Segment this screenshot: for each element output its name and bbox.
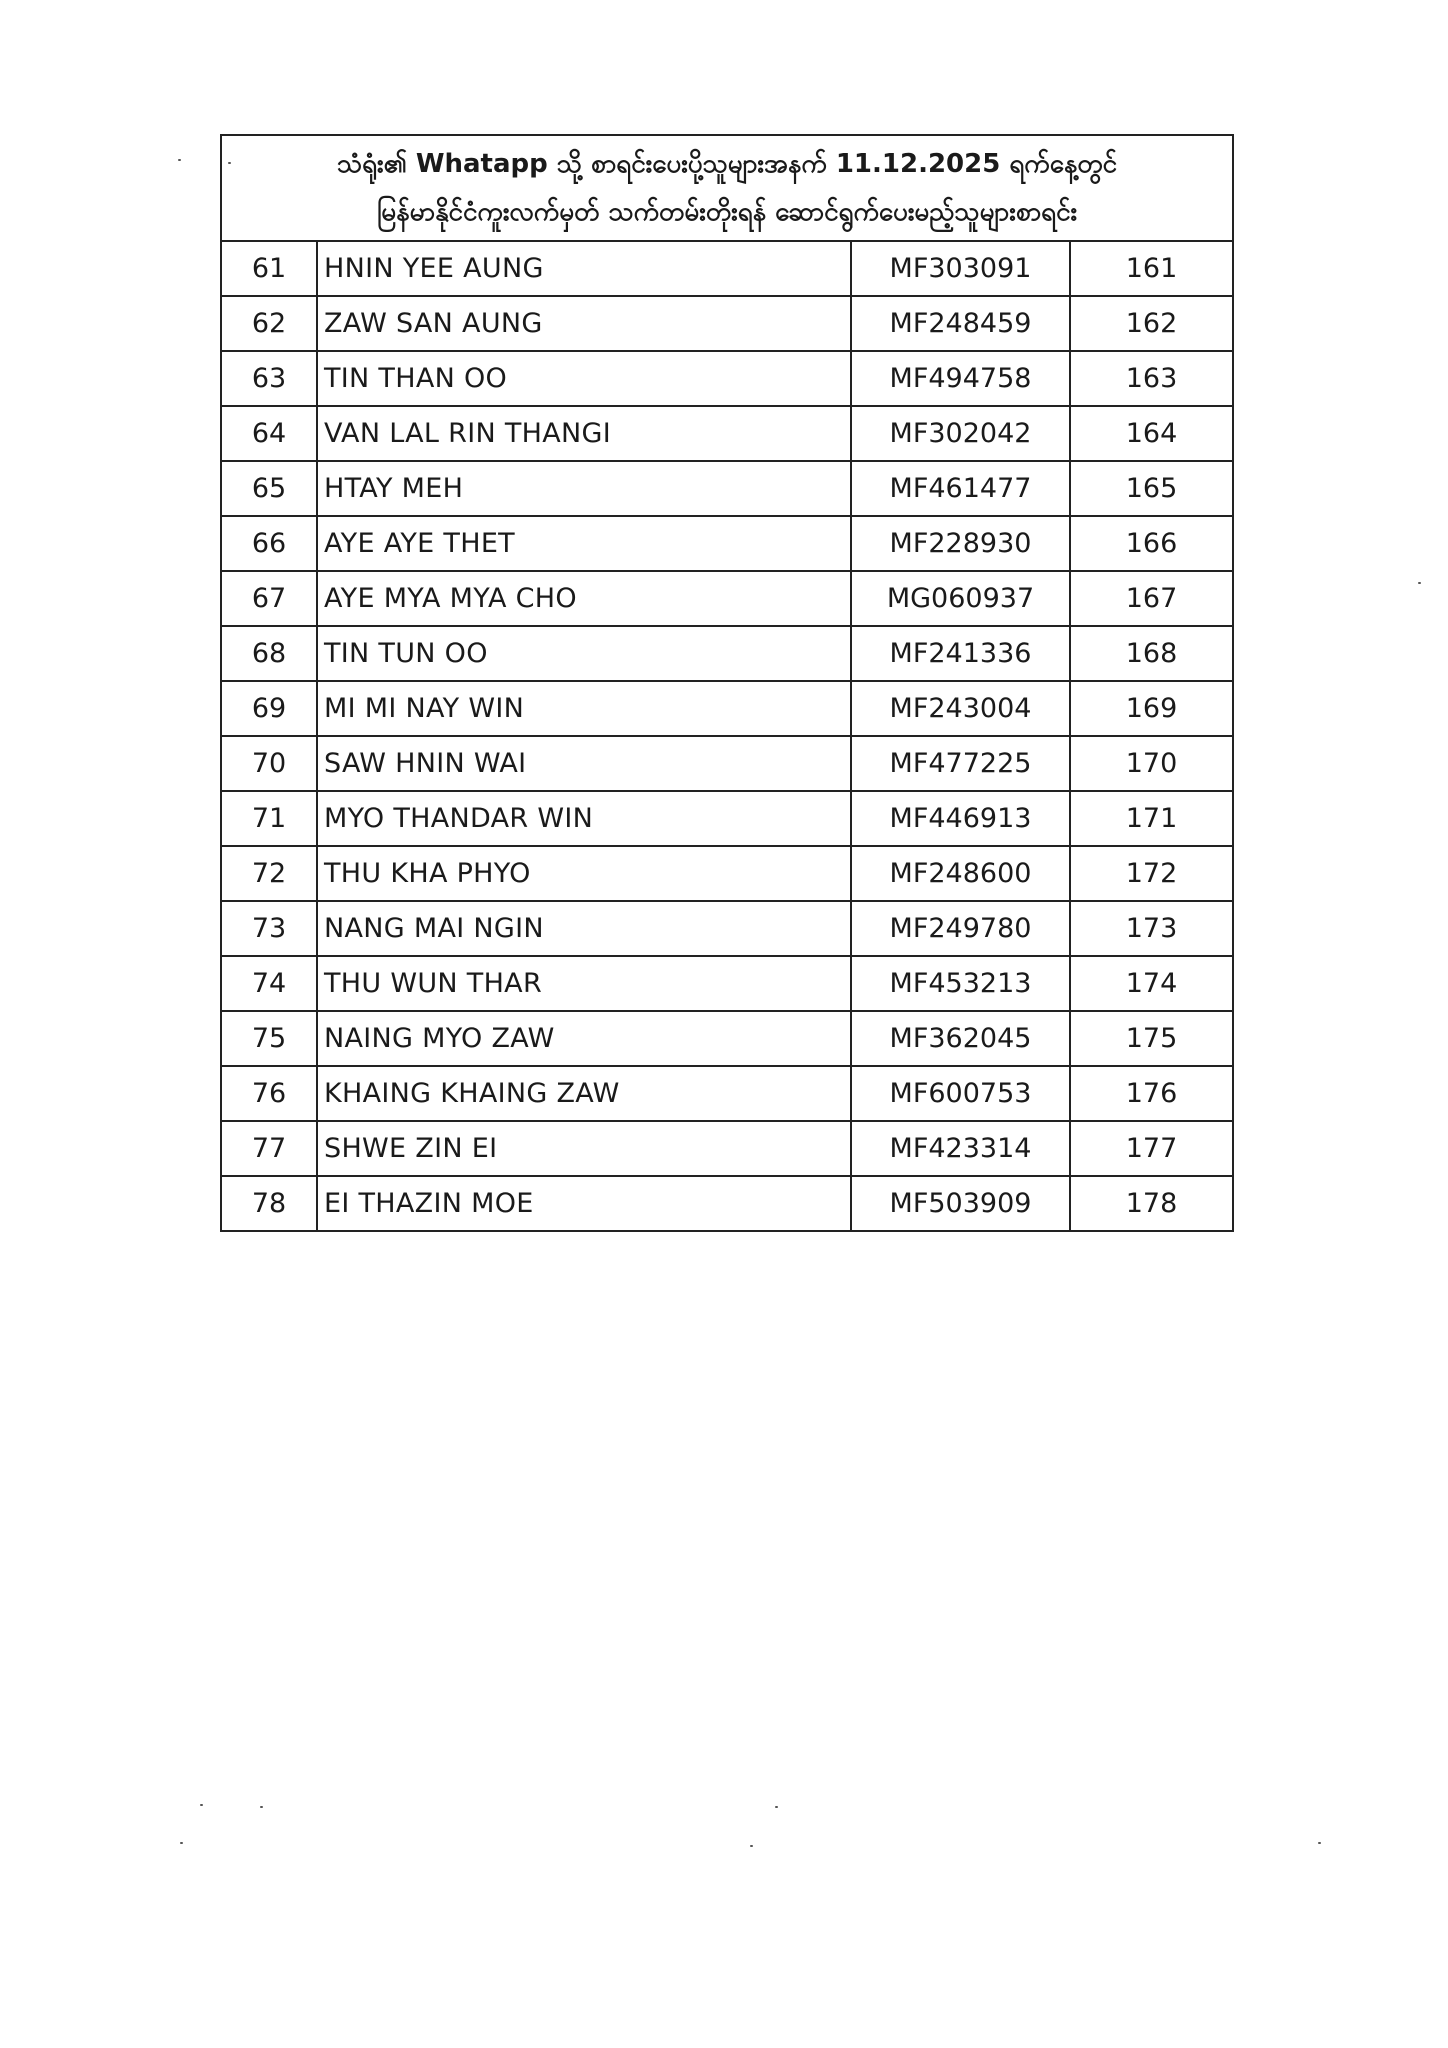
table-row <box>221 406 1233 461</box>
row-name: MI MI NAY WIN <box>317 681 851 736</box>
table-row <box>221 1176 1233 1231</box>
table-row <box>221 1066 1233 1121</box>
row-name: AYE AYE THET <box>317 516 851 571</box>
row-sequence-number: 162 <box>1070 296 1233 351</box>
row-passport-number: MF423314 <box>851 1121 1070 1176</box>
row-number: 61 <box>221 241 317 296</box>
row-sequence-number: 167 <box>1070 571 1233 626</box>
row-number: 76 <box>221 1066 317 1121</box>
table-title <box>221 135 1233 241</box>
row-passport-number: MF249780 <box>851 901 1070 956</box>
row-name: TIN THAN OO <box>317 351 851 406</box>
row-name: EI THAZIN MOE <box>317 1176 851 1231</box>
row-sequence-number: 178 <box>1070 1176 1233 1231</box>
row-passport-number: MF453213 <box>851 956 1070 1011</box>
row-sequence-number: 164 <box>1070 406 1233 461</box>
row-number: 75 <box>221 1011 317 1066</box>
table-row <box>221 351 1233 406</box>
table-row <box>221 241 1233 296</box>
row-number: 77 <box>221 1121 317 1176</box>
row-name: ZAW SAN AUNG <box>317 296 851 351</box>
title-line-2: မြန်မာနိုင်ငံကူးလက်မှတ် သက်တမ်းတိုးရန် ဆောင်ရွက်ပေးမည့်သူများစာရင်း <box>376 197 1078 227</box>
row-name: SAW HNIN WAI <box>317 736 851 791</box>
row-passport-number: MF302042 <box>851 406 1070 461</box>
passport-renewal-list-table <box>220 134 1234 1232</box>
row-name: HTAY MEH <box>317 461 851 516</box>
row-number: 73 <box>221 901 317 956</box>
row-passport-number: MF248600 <box>851 846 1070 901</box>
row-number: 71 <box>221 791 317 846</box>
row-passport-number: MF303091 <box>851 241 1070 296</box>
row-sequence-number: 165 <box>1070 461 1233 516</box>
row-number: 62 <box>221 296 317 351</box>
row-number: 69 <box>221 681 317 736</box>
row-passport-number: MG060937 <box>851 571 1070 626</box>
row-sequence-number: 175 <box>1070 1011 1233 1066</box>
table-row <box>221 901 1233 956</box>
row-passport-number: MF362045 <box>851 1011 1070 1066</box>
row-number: 78 <box>221 1176 317 1231</box>
table-row <box>221 1121 1233 1176</box>
row-passport-number: MF461477 <box>851 461 1070 516</box>
row-number: 74 <box>221 956 317 1011</box>
row-number: 67 <box>221 571 317 626</box>
row-sequence-number: 169 <box>1070 681 1233 736</box>
row-name: TIN TUN OO <box>317 626 851 681</box>
table-row <box>221 626 1233 681</box>
row-name: SHWE ZIN EI <box>317 1121 851 1176</box>
row-passport-number: MF446913 <box>851 791 1070 846</box>
row-sequence-number: 161 <box>1070 241 1233 296</box>
row-name: NANG MAI NGIN <box>317 901 851 956</box>
row-sequence-number: 171 <box>1070 791 1233 846</box>
row-passport-number: MF494758 <box>851 351 1070 406</box>
row-number: 72 <box>221 846 317 901</box>
title-row <box>221 135 1233 241</box>
row-name: HNIN YEE AUNG <box>317 241 851 296</box>
row-passport-number: MF228930 <box>851 516 1070 571</box>
table-row <box>221 296 1233 351</box>
row-sequence-number: 163 <box>1070 351 1233 406</box>
row-sequence-number: 172 <box>1070 846 1233 901</box>
row-passport-number: MF600753 <box>851 1066 1070 1121</box>
table-row <box>221 516 1233 571</box>
table-body <box>221 241 1233 1231</box>
row-number: 65 <box>221 461 317 516</box>
row-number: 66 <box>221 516 317 571</box>
table-row <box>221 1011 1233 1066</box>
row-number: 68 <box>221 626 317 681</box>
table-row <box>221 736 1233 791</box>
row-name: AYE MYA MYA CHO <box>317 571 851 626</box>
row-sequence-number: 176 <box>1070 1066 1233 1121</box>
table-row <box>221 571 1233 626</box>
row-passport-number: MF477225 <box>851 736 1070 791</box>
row-passport-number: MF243004 <box>851 681 1070 736</box>
row-name: THU KHA PHYO <box>317 846 851 901</box>
row-name: MYO THANDAR WIN <box>317 791 851 846</box>
row-sequence-number: 166 <box>1070 516 1233 571</box>
row-sequence-number: 170 <box>1070 736 1233 791</box>
table-row <box>221 846 1233 901</box>
table-row <box>221 681 1233 736</box>
row-sequence-number: 168 <box>1070 626 1233 681</box>
row-passport-number: MF241336 <box>851 626 1070 681</box>
table-row <box>221 791 1233 846</box>
row-sequence-number: 177 <box>1070 1121 1233 1176</box>
row-name: VAN LAL RIN THANGI <box>317 406 851 461</box>
row-name: KHAING KHAING ZAW <box>317 1066 851 1121</box>
row-sequence-number: 173 <box>1070 901 1233 956</box>
row-passport-number: MF503909 <box>851 1176 1070 1231</box>
row-number: 70 <box>221 736 317 791</box>
table-row <box>221 461 1233 516</box>
row-number: 64 <box>221 406 317 461</box>
row-name: THU WUN THAR <box>317 956 851 1011</box>
table-row <box>221 956 1233 1011</box>
row-passport-number: MF248459 <box>851 296 1070 351</box>
row-name: NAING MYO ZAW <box>317 1011 851 1066</box>
row-number: 63 <box>221 351 317 406</box>
row-sequence-number: 174 <box>1070 956 1233 1011</box>
title-line-1: သံရုံး၏ Whatapp သို့ စာရင်းပေးပို့သူများအနက် 11.12.2025 ရက်နေ့တွင် <box>336 149 1118 179</box>
